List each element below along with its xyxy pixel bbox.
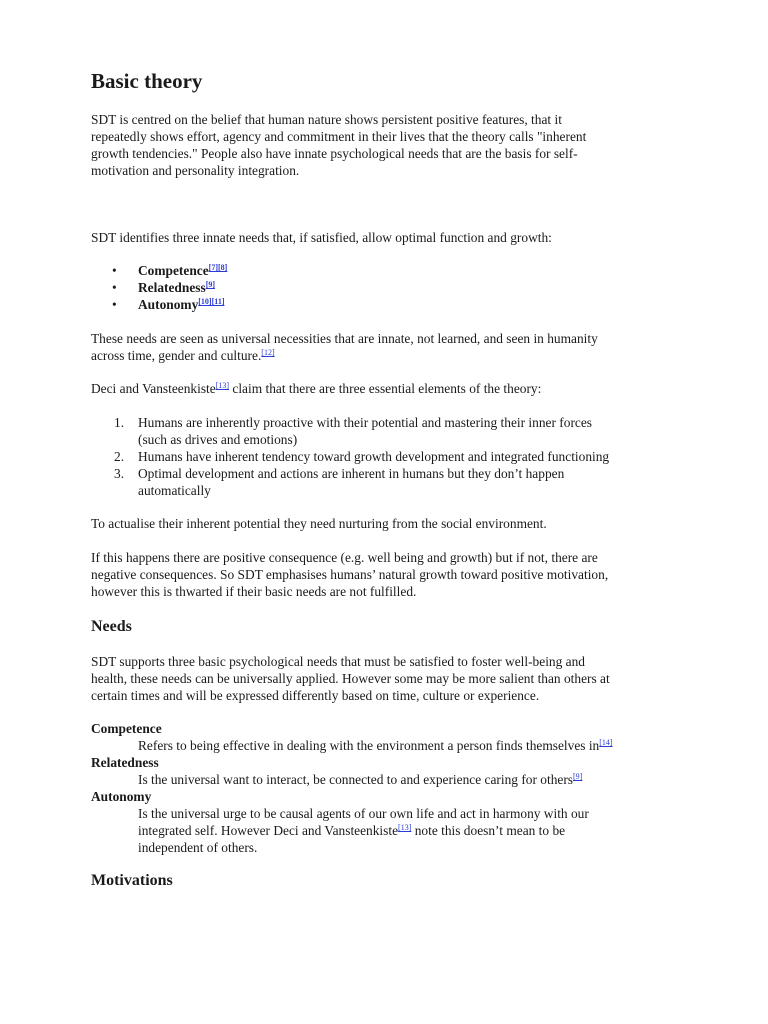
- need-label: Relatedness: [138, 280, 206, 295]
- universal-line: [91, 347, 701, 364]
- list-number: 2.: [114, 449, 125, 464]
- definition-line: independent of others.: [138, 840, 258, 855]
- needs-definition-list: [91, 720, 701, 856]
- citation-link[interactable]: [9]: [573, 772, 583, 781]
- list-item-line: Optimal development and actions are inherent in humans but they don’t happen: [138, 466, 565, 481]
- bullet-icon: •: [112, 297, 117, 312]
- citation-link[interactable]: [13]: [215, 381, 230, 390]
- needs-intro-line: SDT supports three basic psychological needs that must be satisfied to foster well-being and: [91, 654, 585, 669]
- definition-term: Competence: [91, 721, 162, 736]
- universal-paragraph: [91, 330, 701, 364]
- heading-motivations: Motivations: [91, 872, 173, 889]
- actualise-text: To actualise their inherent potential they need nurturing from the social environment.: [91, 516, 547, 531]
- intro-line: growth tendencies." People also have innate psychological needs that are the basis for self-: [91, 146, 578, 161]
- definition-term: Autonomy: [91, 789, 152, 804]
- list-item: [91, 279, 227, 296]
- deci-paragraph: [91, 380, 701, 397]
- actualise-paragraph: [91, 515, 701, 532]
- intro-line: SDT is centred on the belief that human nature shows persistent positive features, that it: [91, 112, 562, 127]
- consequence-paragraph: [91, 549, 701, 600]
- universal-line: These needs are seen as universal necessities that are innate, not learned, and seen in humanity: [91, 331, 598, 346]
- list-number: 1.: [114, 415, 125, 430]
- need-label: Autonomy: [138, 297, 199, 312]
- list-item-line: Humans have inherent tendency toward growth development and integrated functioning: [138, 449, 610, 464]
- intro-paragraph: [91, 111, 701, 179]
- list-item: [91, 414, 701, 448]
- elements-numbered-list: [91, 414, 701, 499]
- list-item: [91, 262, 227, 279]
- definition-line: note this doesn’t mean to be: [411, 823, 566, 838]
- identifies-text: SDT identifies three innate needs that, if satisfied, allow optimal function and growth:: [91, 230, 552, 245]
- list-item: [91, 296, 227, 313]
- definition-text: [138, 737, 701, 754]
- citation-link[interactable]: [13]: [398, 823, 412, 832]
- needs-intro-line: health, these needs can be universally applied. However some may be more salient than others at: [91, 671, 610, 686]
- bullet-icon: •: [112, 263, 117, 278]
- intro-line: repeatedly shows effort, agency and commitment in their lives that the theory calls "inherent: [91, 129, 587, 144]
- definition-line: Is the universal urge to be causal agents of our own life and act in harmony with our: [138, 806, 589, 821]
- consequence-line: negative consequences. So SDT emphasises humans’ natural growth toward positive motivation,: [91, 567, 609, 582]
- definition-text: [138, 805, 701, 856]
- definition-term: Relatedness: [91, 755, 159, 770]
- deci-line: [91, 380, 701, 397]
- list-item: [91, 448, 701, 465]
- citation-link[interactable]: [12]: [261, 348, 275, 357]
- citation-link[interactable]: [14]: [599, 738, 613, 747]
- needs-intro-line: certain times and will be expressed differently based on time, culture or experience.: [91, 688, 540, 703]
- list-item-line: automatically: [138, 483, 211, 498]
- list-number: 3.: [114, 466, 125, 481]
- heading-basic-theory: Basic theory: [91, 69, 203, 93]
- intro-line: motivation and personality integration.: [91, 163, 300, 178]
- list-item-line: Humans are inherently proactive with their potential and mastering their inner forces: [138, 415, 593, 430]
- bullet-icon: •: [112, 280, 117, 295]
- definition-line: Is the universal want to interact, be connected to and experience caring for others: [138, 772, 574, 787]
- list-item-line: (such as drives and emotions): [138, 432, 298, 447]
- heading-needs: Needs: [91, 618, 132, 635]
- citation-link[interactable]: [9]: [205, 280, 216, 289]
- list-item: [91, 465, 701, 499]
- consequence-line: however this is thwarted if their basic needs are not fulfilled.: [91, 584, 417, 599]
- needs-intro-paragraph: [91, 653, 701, 704]
- need-label: Competence: [138, 263, 209, 278]
- definition-line: integrated self. However Deci and Vansteenkiste: [138, 823, 399, 838]
- identifies-paragraph: [91, 229, 701, 246]
- needs-bullet-list: [91, 262, 227, 313]
- citation-link[interactable]: [10][11]: [198, 297, 225, 306]
- deci-text-before: Deci and Vansteenkiste: [91, 381, 216, 396]
- consequence-line: If this happens there are positive consequence (e.g. well being and growth) but if not, there are: [91, 550, 598, 565]
- universal-line-text: across time, gender and culture.: [91, 348, 262, 363]
- definition-text: [138, 771, 701, 788]
- deci-text-after: claim that there are three essential elements of the theory:: [229, 381, 542, 396]
- definition-line: Refers to being effective in dealing with the environment a person finds themselves in: [138, 738, 600, 753]
- citation-link[interactable]: [7][8]: [208, 263, 228, 272]
